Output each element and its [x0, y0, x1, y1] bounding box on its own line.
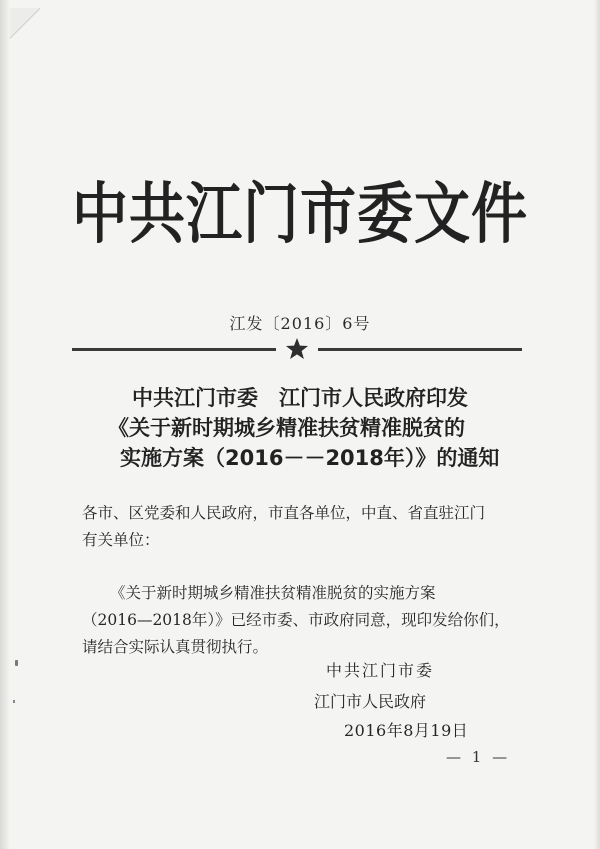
paragraph-line-2: （2016—2018年）》已经市委、市政府同意，现印发给你们，	[82, 611, 510, 629]
star-icon	[285, 338, 309, 360]
corner-fold-icon	[8, 6, 42, 40]
signature-date: 2016年8月19日	[344, 721, 469, 740]
divider-line-right	[318, 348, 522, 351]
document-number: 江发〔2016〕6号	[229, 314, 371, 333]
divider-line-left	[72, 348, 276, 351]
signature-org-1: 中共江门市委	[326, 661, 435, 680]
title-line-2: 《关于新时期城乡精准扶贫精准脱贫的	[108, 416, 465, 440]
header-divider	[72, 338, 522, 360]
body-paragraph	[82, 580, 538, 661]
addressee	[82, 500, 538, 554]
title-line-1: 中共江门市委 江门市人民政府印发	[132, 386, 468, 410]
page-number: — 1 —	[446, 748, 511, 766]
scan-speck	[13, 700, 15, 703]
paragraph-line-3: 请结合实际认真贯彻执行。	[82, 638, 269, 656]
signature-org-2: 江门市人民政府	[314, 692, 427, 711]
addressee-line-2: 有关单位：	[82, 531, 160, 549]
document-title	[0, 383, 600, 473]
scan-speck	[15, 660, 18, 666]
paragraph-line-1: 《关于新时期城乡精准扶贫精准脱贫的实施方案	[110, 584, 436, 602]
title-line-3: 实施方案（2016－－2018年）》的通知	[120, 446, 500, 470]
addressee-line-1: 各市、区党委和人民政府，市直各单位，中直、省直驻江门	[82, 504, 486, 522]
issuer-title: 中共江门市委文件	[72, 176, 528, 253]
